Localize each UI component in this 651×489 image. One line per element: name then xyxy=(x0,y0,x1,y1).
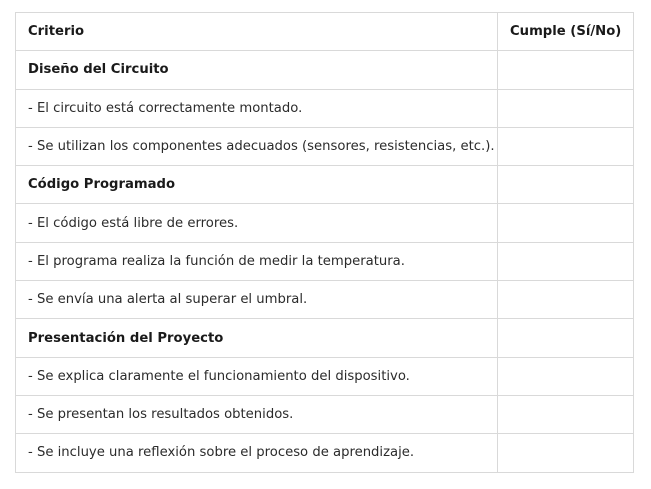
cumple-cell xyxy=(498,166,634,204)
section-row xyxy=(16,166,634,204)
cumple-cell xyxy=(498,434,634,472)
criterion-text: - El programa realiza la función de medir la temperatura. xyxy=(16,242,498,280)
rubric-body xyxy=(16,51,634,472)
criterion-row xyxy=(16,281,634,319)
criterion-text: - Se incluye una reflexión sobre el proceso de aprendizaje. xyxy=(16,434,498,472)
section-title-codigo: Código Programado xyxy=(16,166,498,204)
cumple-cell xyxy=(498,319,634,357)
cumple-cell xyxy=(498,127,634,165)
header-cumple: Cumple (Sí/No) xyxy=(498,13,634,51)
cumple-cell xyxy=(498,242,634,280)
criterion-text: - Se utilizan los componentes adecuados (sensores, resistencias, etc.). xyxy=(16,127,498,165)
criterion-row xyxy=(16,357,634,395)
criterion-row xyxy=(16,89,634,127)
cumple-cell xyxy=(498,89,634,127)
cumple-cell xyxy=(498,395,634,433)
criterion-row xyxy=(16,395,634,433)
cumple-cell xyxy=(498,51,634,89)
cumple-cell xyxy=(498,204,634,242)
criterion-text: - El código está libre de errores. xyxy=(16,204,498,242)
section-row xyxy=(16,319,634,357)
criterion-row xyxy=(16,242,634,280)
criterion-text: - Se explica claramente el funcionamiento del dispositivo. xyxy=(16,357,498,395)
criterion-text: - Se envía una alerta al superar el umbral. xyxy=(16,281,498,319)
cumple-cell xyxy=(498,357,634,395)
section-row xyxy=(16,51,634,89)
rubric-table xyxy=(15,12,634,473)
criterion-row xyxy=(16,127,634,165)
criterion-text: - Se presentan los resultados obtenidos. xyxy=(16,395,498,433)
criterion-row xyxy=(16,434,634,472)
section-title-diseno: Diseño del Circuito xyxy=(16,51,498,89)
section-title-presentacion: Presentación del Proyecto xyxy=(16,319,498,357)
header-criterio: Criterio xyxy=(16,13,498,51)
cumple-cell xyxy=(498,281,634,319)
header-row xyxy=(16,13,634,51)
rubric-table-container xyxy=(15,12,633,473)
criterion-row xyxy=(16,204,634,242)
criterion-text: - El circuito está correctamente montado. xyxy=(16,89,498,127)
